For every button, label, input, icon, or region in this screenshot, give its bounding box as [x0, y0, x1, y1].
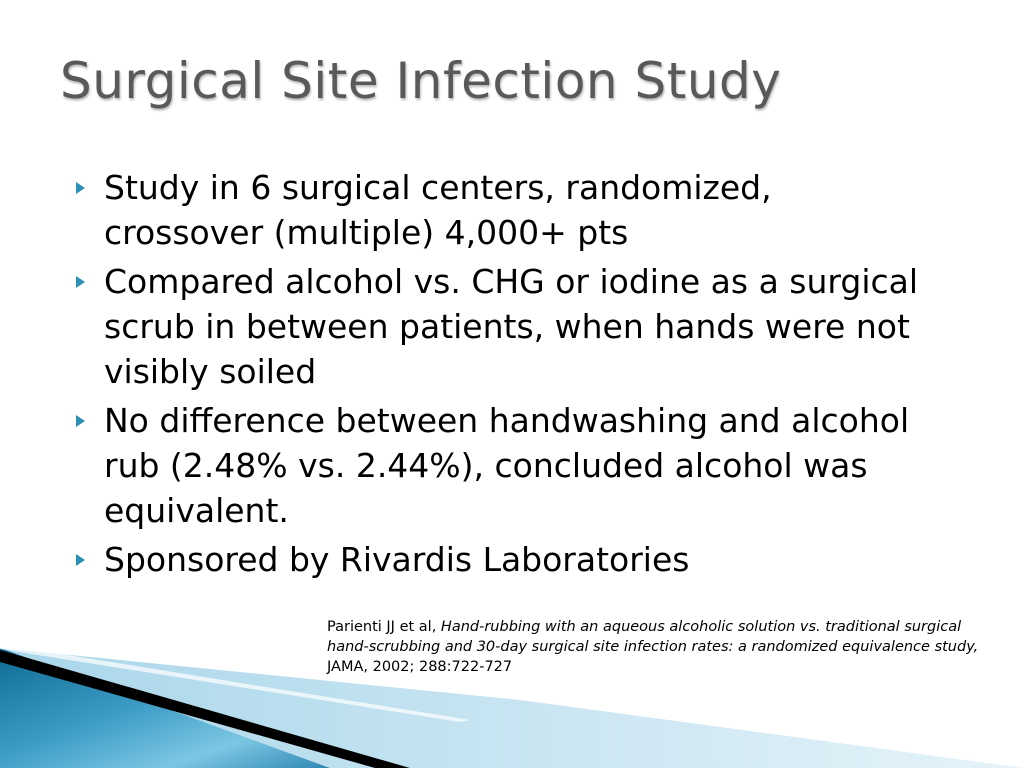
bullet-item: [76, 165, 926, 255]
citation-article-title: Hand-rubbing with an aqueous alcoholic solution vs. traditional surgical hand-scrubbing and 30-day surgical site infection rates: a randomized equivalence study,: [327, 619, 979, 655]
citation-source: JAMA, 2002; 288:722-727: [327, 659, 513, 675]
triangle-arrow-right-icon: [76, 554, 85, 566]
citation-authors: Parienti JJ et al,: [327, 619, 441, 635]
bullet-text: Sponsored by Rivardis Laboratories: [104, 540, 690, 579]
bullet-text: Study in 6 surgical centers, randomized, crossover (multiple) 4,000+ pts: [104, 168, 772, 252]
bullet-list: [76, 165, 926, 586]
bullet-item: [76, 537, 926, 582]
triangle-arrow-right-icon: [76, 276, 85, 288]
bullet-text: Compared alcohol vs. CHG or iodine as a surgical scrub in between patients, when hands were not visibly soiled: [104, 262, 919, 391]
bullet-text: No difference between handwashing and alcohol rub (2.48% vs. 2.44%), concluded alcohol was equivalent.: [104, 401, 910, 530]
triangle-arrow-right-icon: [76, 182, 85, 194]
bullet-item: [76, 398, 926, 533]
triangle-arrow-right-icon: [76, 415, 85, 427]
bullet-item: [76, 259, 926, 394]
slide-title: Surgical Site Infection Study: [60, 52, 782, 110]
citation: [327, 617, 1007, 677]
